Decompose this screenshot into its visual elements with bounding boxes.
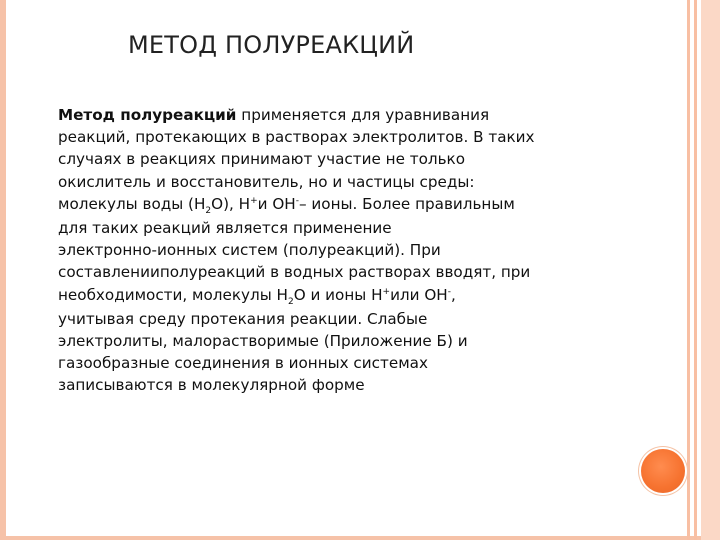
- body-line-5: молекулы воды $(H_2O)$, H+и OH-– ионы. Более правильным: [58, 194, 515, 216]
- body-line-11: электролиты, малорастворимые (Приложение Б) и: [58, 332, 468, 351]
- body-line-10: учитывая среду протекания реакции. Слабые: [58, 309, 428, 328]
- body-line-9: необходимости, молекулы $H_2O$ и ионы H+или OH-,: [58, 285, 456, 307]
- bold-term: Метод полуреакций: [58, 106, 237, 124]
- body-line-12: газообразные соединения в ионных системах: [58, 354, 428, 373]
- body-line-13: записываются в молекулярной форме: [58, 376, 365, 395]
- body-line-6: для таких реакций является применение: [58, 219, 392, 238]
- left-border-decoration: [0, 0, 6, 540]
- body-line-3: случаях в реакциях принимают участие не только: [58, 150, 466, 169]
- superscript: -: [295, 195, 299, 206]
- superscript: +: [250, 195, 258, 206]
- slide-title: МЕТОД ПОЛУРЕАКЦИЙ: [128, 31, 415, 59]
- subscript: 2: [205, 205, 212, 216]
- superscript: -: [447, 286, 451, 297]
- body-line-2: реакций, протекающих в растворах электролитов. В таких: [58, 128, 535, 147]
- body-line-8: составленииполуреакций в водных растворах вводят, при: [58, 263, 531, 282]
- stripe-thin-2: [694, 0, 697, 540]
- body-text: [58, 104, 638, 397]
- stripe-thin-1: [687, 0, 690, 540]
- superscript: +: [382, 286, 391, 297]
- body-line-4: окислитель и восстановитель, но и частицы среды:: [58, 172, 475, 191]
- right-stripes-decoration: [687, 0, 720, 540]
- orange-circle-decoration: [641, 449, 685, 493]
- subscript: 2: [287, 296, 294, 307]
- body-line-1: Метод полуреакций применяется для уравнивания: [58, 106, 490, 124]
- stripe-wide: [701, 0, 720, 540]
- body-line-7: электронно-ионных систем (полуреакций). При: [58, 241, 441, 260]
- bottom-border-decoration: [0, 536, 720, 540]
